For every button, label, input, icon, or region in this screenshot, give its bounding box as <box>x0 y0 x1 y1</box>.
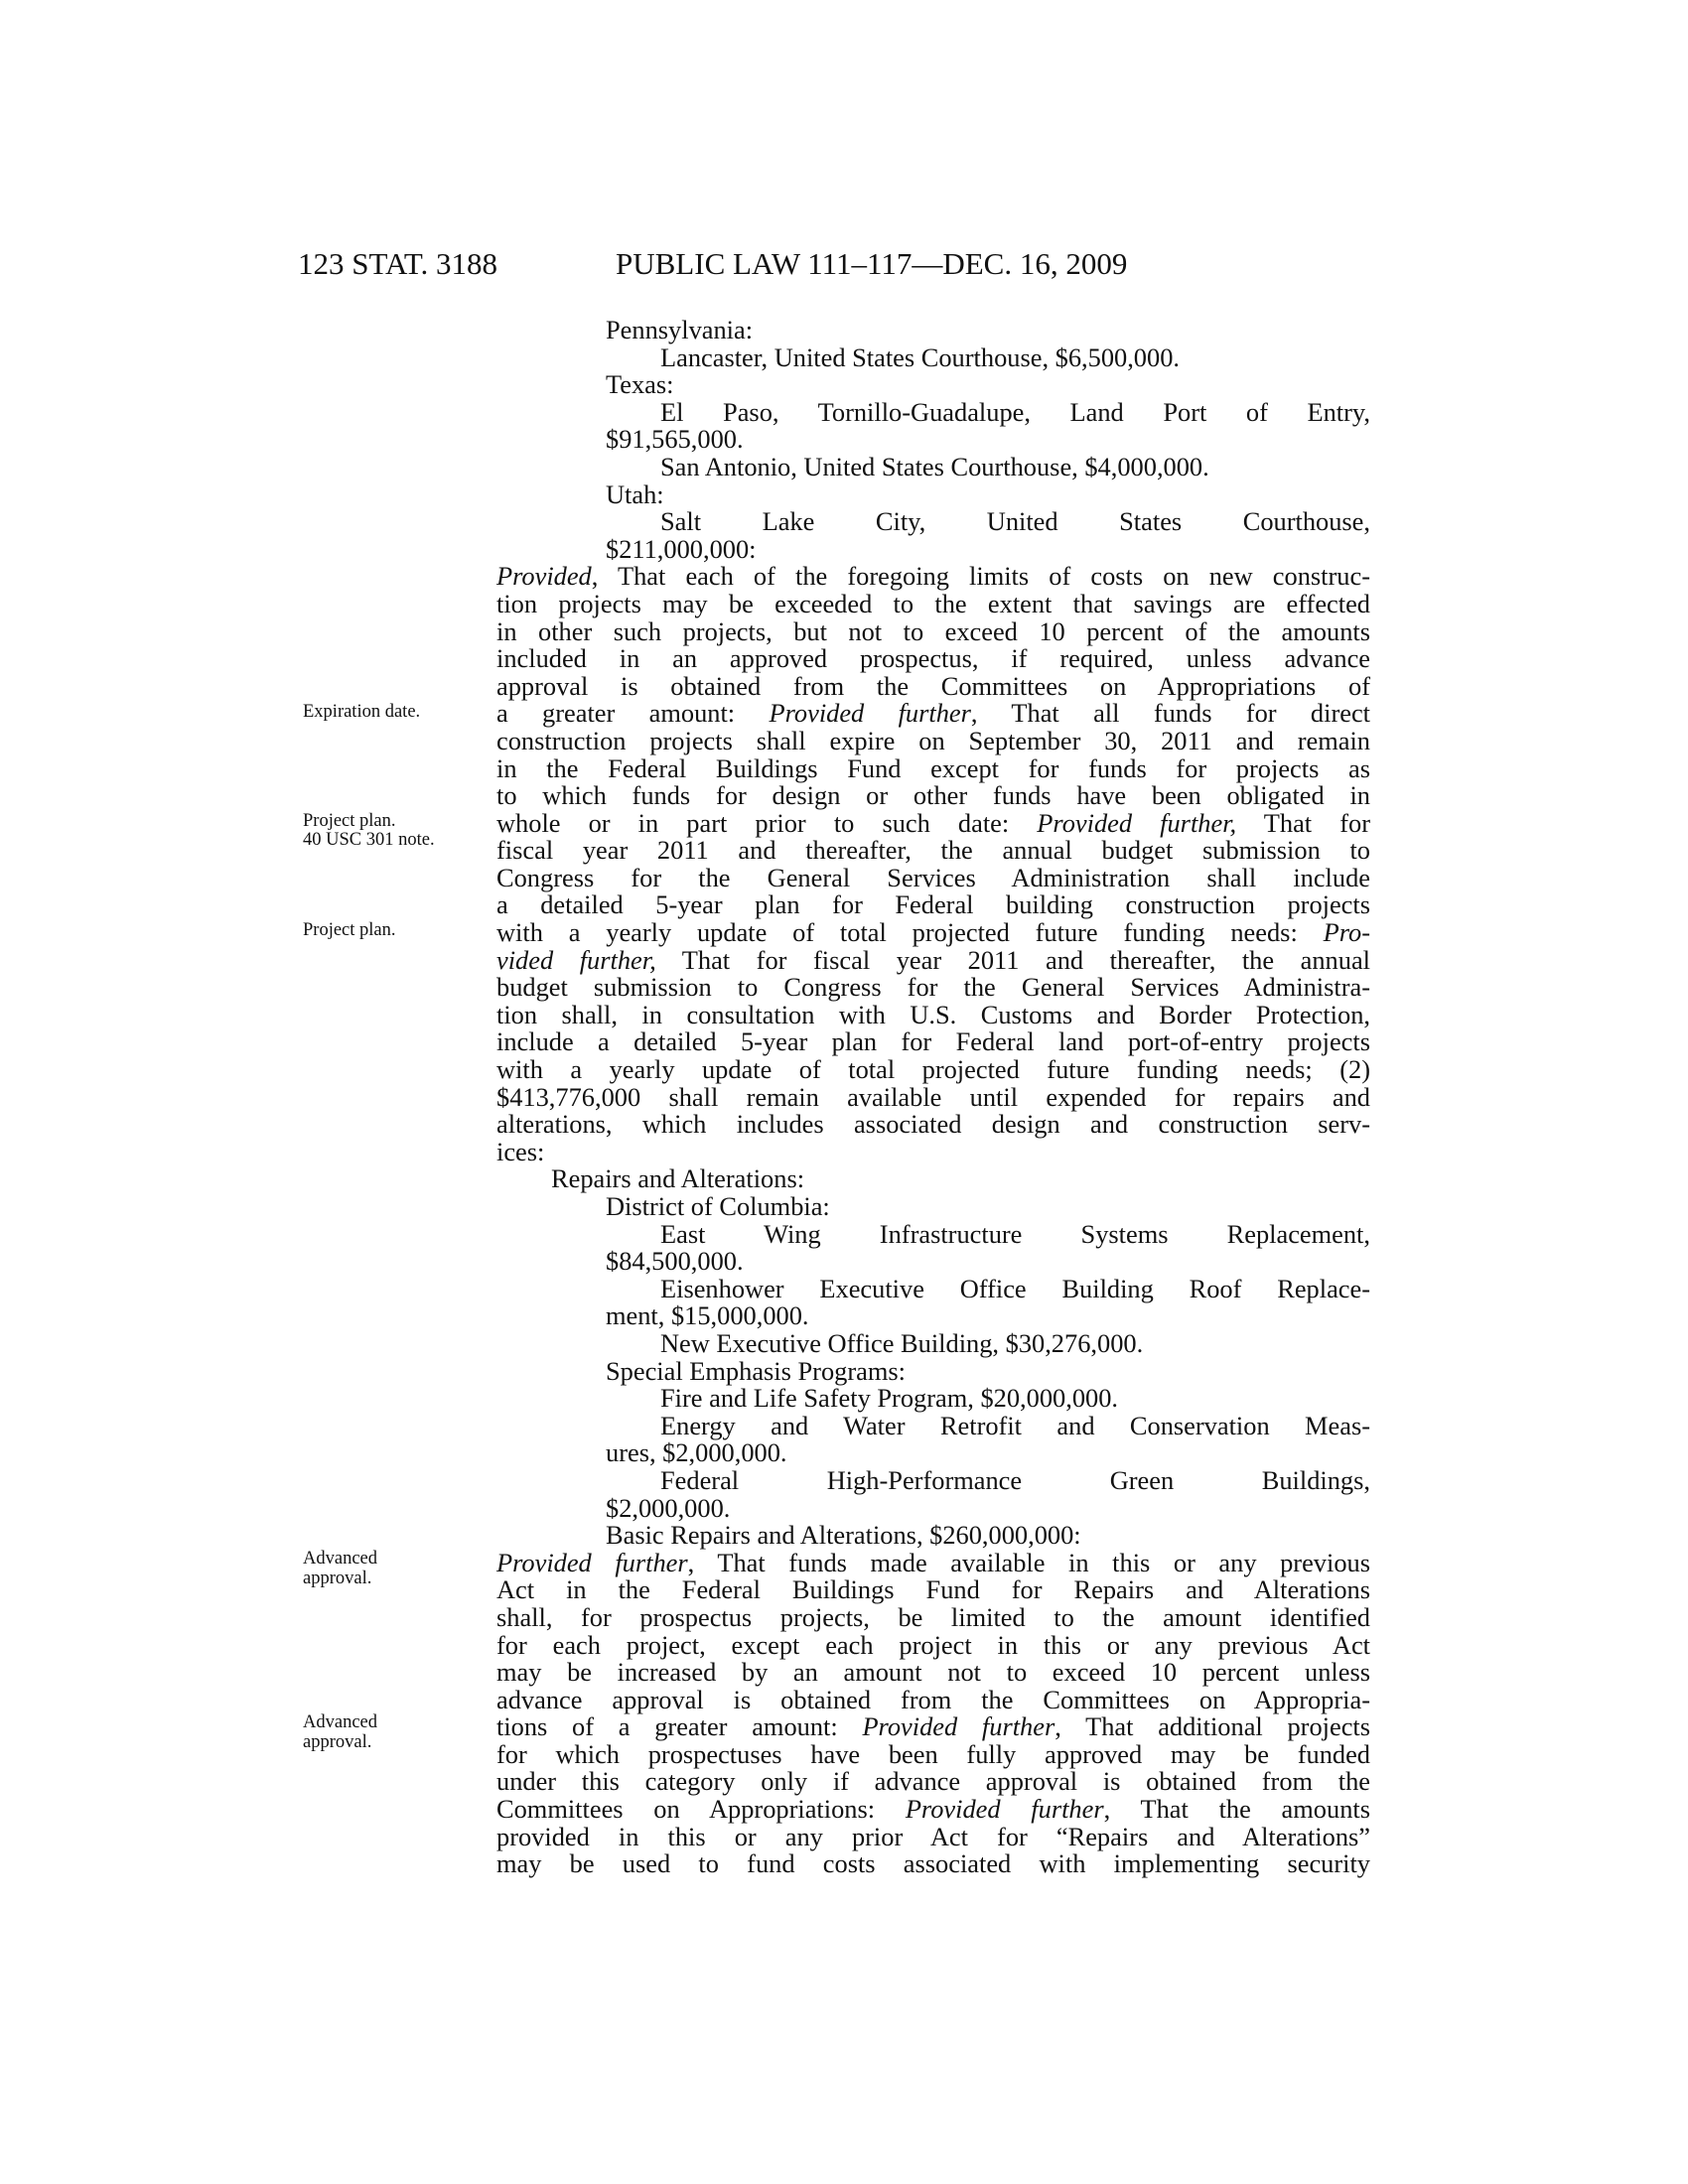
line-22: a detailed 5-year plan for Federal building construction projects <box>496 889 1370 920</box>
line-53: for which prospectuses have been fully approved may be funded <box>496 1738 1370 1769</box>
state-heading-utah: Utah: <box>606 478 664 509</box>
line-41: Energy and Water Retrofit and Conservation Meas- <box>660 1410 1370 1440</box>
line-13: included in an approved prospectus, if required, unless advance <box>496 643 1370 674</box>
line-4: El Paso, Tornillo-Guadalupe, Land Port of Entry, <box>660 396 1370 427</box>
line-49: for each project, except each project in this or any previous Act <box>496 1629 1370 1660</box>
line-57: may be used to fund costs associated with implementing security <box>496 1848 1370 1879</box>
line-46 <box>496 1547 1370 1577</box>
provided-further-italic: vided further, <box>496 944 656 975</box>
line-9: $211,000,000: <box>606 533 757 564</box>
line-15-a: a greater amount: <box>496 698 770 729</box>
side-note-advanced-approval-1-line1: Advanced <box>303 1549 377 1569</box>
line-28: with a yearly update of total projected future funding needs; (2) <box>496 1054 1370 1085</box>
line-24-b: That for fiscal year 2011 and thereafter, the annual <box>655 944 1370 975</box>
line-26: tion shall, in consultation with U.S. Customs and Border Protection, <box>496 999 1370 1029</box>
line-29: $413,776,000 shall remain available until expended for repairs and <box>496 1081 1370 1112</box>
line-36: Eisenhower Executive Office Building Roof Replace- <box>660 1273 1370 1303</box>
line-35: $84,500,000. <box>606 1246 744 1277</box>
line-25: budget submission to Congress for the General Services Administra- <box>496 972 1370 1003</box>
line-55-a: Committees on Appropriations: <box>496 1794 906 1825</box>
section-heading-repairs: Repairs and Alterations: <box>551 1163 805 1194</box>
page-reference: 123 STAT. 3188 <box>298 246 498 281</box>
line-52-b: , That additional projects <box>1055 1711 1371 1742</box>
line-45: Basic Repairs and Alterations, $260,000,000: <box>606 1520 1081 1551</box>
side-note-expiration: Expiration date. <box>303 702 421 722</box>
line-6: San Antonio, United States Courthouse, $4,000,000. <box>660 451 1209 481</box>
line-17: in the Federal Buildings Fund except for funds for projects as <box>496 752 1370 783</box>
line-10-text: , That each of the foregoing limits of costs on new construc- <box>591 561 1370 592</box>
line-48: shall, for prospectus projects, be limited to the amount identified <box>496 1601 1370 1632</box>
line-19-b: That for <box>1236 807 1370 838</box>
line-31: ices: <box>496 1136 545 1166</box>
line-47: Act in the Federal Buildings Fund for Repairs and Alterations <box>496 1574 1370 1605</box>
line-16: construction projects shall expire on September 30, 2011 and remain <box>496 725 1370 755</box>
state-heading-texas: Texas: <box>606 369 674 400</box>
provided-further-italic: Provided further, <box>1037 807 1237 838</box>
line-23-a: with a yearly update of total projected future funding needs: <box>496 917 1324 948</box>
line-20: fiscal year 2011 and thereafter, the annual budget submission to <box>496 835 1370 866</box>
line-50: may be increased by an amount not to exceed 10 percent unless <box>496 1657 1370 1688</box>
line-19-a: whole or in part prior to such date: <box>496 807 1038 838</box>
line-56: provided in this or any prior Act for “Repairs and Alterations” <box>496 1821 1370 1851</box>
line-24 <box>496 944 1370 975</box>
state-heading-pennsylvania: Pennsylvania: <box>606 315 754 344</box>
line-21: Congress for the General Services Administration shall include <box>496 862 1370 892</box>
line-55-b: , That the amounts <box>1103 1794 1370 1825</box>
provided-further-italic: Provided further <box>769 698 971 729</box>
line-5: $91,565,000. <box>606 424 744 455</box>
line-37: ment, $15,000,000. <box>606 1300 809 1331</box>
line-51: advance approval is obtained from the Committees on Appropria- <box>496 1684 1370 1714</box>
heading-special-emphasis: Special Emphasis Programs: <box>606 1355 906 1386</box>
line-55 <box>496 1796 1370 1824</box>
line-46-text: , That funds made available in this or any previous <box>687 1547 1370 1577</box>
line-40: Fire and Life Safety Program, $20,000,000. <box>660 1383 1119 1414</box>
line-38: New Executive Office Building, $30,276,000. <box>660 1327 1144 1358</box>
line-19 <box>496 807 1370 838</box>
side-note-project-plan-2: Project plan. <box>303 920 396 940</box>
side-note-advanced-approval-2-line1: Advanced <box>303 1712 377 1732</box>
side-note-usc-reference: 40 USC 301 note. <box>303 830 435 850</box>
line-54: under this category only if advance approval is obtained from the <box>496 1766 1370 1797</box>
provided-italic: Provided <box>496 561 592 592</box>
heading-district-of-columbia: District of Columbia: <box>606 1191 830 1221</box>
line-10 <box>496 563 1370 591</box>
line-52-a: tions of a greater amount: <box>496 1711 863 1742</box>
side-note-project-plan: Project plan. <box>303 811 396 831</box>
line-52 <box>496 1713 1370 1741</box>
line-15 <box>496 700 1370 728</box>
line-14: approval is obtained from the Committees on Appropriations of <box>496 670 1370 701</box>
side-note-advanced-approval-2-line2: approval. <box>303 1732 372 1752</box>
line-2: Lancaster, United States Courthouse, $6,500,000. <box>660 341 1180 372</box>
provided-further-italic: Provided further <box>496 1547 688 1577</box>
line-42: ures, $2,000,000. <box>606 1437 787 1468</box>
line-43: Federal High-Performance Green Buildings, <box>660 1464 1370 1495</box>
line-11: tion projects may be exceeded to the extent that savings are effected <box>496 588 1370 618</box>
side-note-advanced-approval-1-line2: approval. <box>303 1569 372 1588</box>
law-title-header: PUBLIC LAW 111–117—DEC. 16, 2009 <box>616 246 1128 281</box>
line-34: East Wing Infrastructure Systems Replacement, <box>660 1218 1370 1249</box>
line-23 <box>496 919 1370 947</box>
line-30: alterations, which includes associated design and construction serv- <box>496 1109 1370 1140</box>
line-8: Salt Lake City, United States Courthouse, <box>660 506 1370 537</box>
line-12: in other such projects, but not to exceed 10 percent of the amounts <box>496 615 1370 646</box>
line-27: include a detailed 5-year plan for Federal land port-of-entry projects <box>496 1026 1370 1057</box>
line-15-b: , That all funds for direct <box>970 698 1371 729</box>
line-18: to which funds for design or other funds have been obligated in <box>496 780 1370 811</box>
provided-further-italic: Provided further <box>862 1711 1055 1742</box>
provided-further-italic: Provided further <box>905 1794 1104 1825</box>
law-body-text <box>496 317 1370 1878</box>
line-44: $2,000,000. <box>606 1492 731 1523</box>
provided-further-italic: Pro- <box>1323 917 1370 948</box>
